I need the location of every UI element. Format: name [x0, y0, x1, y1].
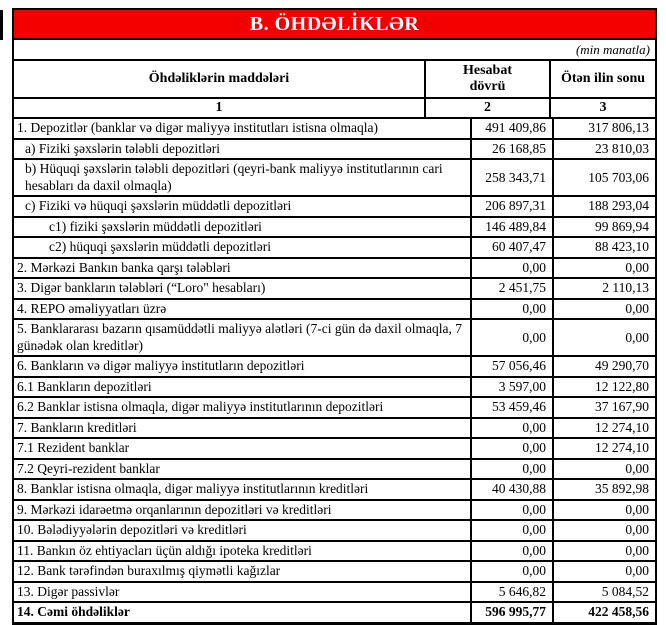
row-label: 13. Digər passivlər	[17, 583, 120, 599]
row-value-previous-year-end: 99 869,94	[552, 218, 655, 237]
table-row	[14, 540, 655, 561]
table-row	[14, 478, 655, 499]
row-value-previous-year-end: 317 806,13	[552, 119, 655, 138]
row-value-previous-year-end: 188 293,04	[552, 197, 655, 216]
row-label: c1) fiziki şəxslərin müddətli depozitləri	[49, 218, 262, 234]
column-header-current-period: Hesabat dövrü	[424, 61, 549, 97]
table-row	[14, 277, 655, 298]
column-header-items: Öhdəliklərin maddələri	[148, 71, 290, 86]
table-row	[14, 236, 655, 257]
table-row	[14, 601, 655, 622]
row-value-current-period: 0,00	[470, 300, 552, 319]
row-value-previous-year-end: 105 703,06	[552, 160, 655, 195]
row-value-current-period: 0,00	[470, 320, 552, 355]
row-value-previous-year-end: 0,00	[552, 562, 655, 581]
column-number-2: 2	[424, 99, 549, 117]
row-value-previous-year-end: 0,00	[552, 542, 655, 561]
row-label: 7.2 Qeyri-rezident banklar	[17, 460, 160, 476]
table-row	[14, 519, 655, 540]
unit-note: (min manatla)	[575, 41, 650, 57]
column-header-row	[14, 61, 655, 99]
row-value-previous-year-end: 0,00	[552, 460, 655, 479]
row-value-current-period: 0,00	[470, 542, 552, 561]
row-value-previous-year-end: 422 458,56	[552, 603, 655, 622]
row-label: 6.2 Banklar istisna olmaqla, digər maliyyə institutlarının depozitləri	[17, 399, 384, 414]
row-value-current-period: 596 995,77	[470, 603, 552, 622]
table-row	[14, 355, 655, 376]
row-value-current-period: 0,00	[470, 259, 552, 278]
row-label: 11. Bankın öz ehtiyacları üçün aldığı ipoteka kreditləri	[17, 542, 312, 558]
row-label: 10. Bələdiyyələrin depozitləri və kreditləri	[17, 522, 247, 537]
table-row	[14, 216, 655, 237]
row-value-current-period: 0,00	[470, 521, 552, 540]
row-value-current-period: 206 897,31	[470, 197, 552, 216]
table-row	[14, 298, 655, 319]
row-value-current-period: 258 343,71	[470, 160, 552, 195]
row-label: 9. Mərkəzi idarəetmə orqanlarının depozitləri və kreditləri	[17, 501, 332, 517]
row-value-previous-year-end: 49 290,70	[552, 357, 655, 376]
table-row	[14, 560, 655, 581]
section-title: B. ÖHDƏLİKLƏR	[249, 12, 420, 35]
row-value-current-period: 0,00	[470, 501, 552, 520]
row-label: 8. Banklar istisna olmaqla, digər maliyyə institutlarının kreditləri	[17, 481, 369, 496]
table-row	[14, 318, 655, 355]
row-label: c) Fiziki və hüquqi şəxslərin müddətli depozitləri	[25, 198, 292, 213]
row-value-current-period: 491 409,86	[470, 119, 552, 138]
row-value-previous-year-end: 37 167,90	[552, 398, 655, 417]
row-label: 7. Bankların kreditləri	[17, 419, 137, 435]
row-value-current-period: 0,00	[470, 562, 552, 581]
table-body	[14, 119, 655, 622]
column-number-1: 1	[215, 100, 223, 115]
row-value-current-period: 40 430,88	[470, 480, 552, 499]
row-label: 14. Cəmi öhdəliklər	[17, 604, 130, 619]
row-label: 4. REPO əməliyyatları üzrə	[17, 300, 167, 316]
section-title-bar	[14, 10, 655, 40]
table-row	[14, 437, 655, 458]
row-value-previous-year-end: 0,00	[552, 300, 655, 319]
column-header-previous-year-end: Ötən ilin sonu	[549, 61, 655, 97]
row-label: 12. Bank tərəfindən buraxılmış qiymətli kağızlar	[17, 563, 281, 578]
row-value-current-period: 53 459,46	[470, 398, 552, 417]
row-label: 1. Depozitlər (banklar və digər maliyyə institutları istisna olmaqla)	[17, 120, 379, 135]
row-value-current-period: 57 056,46	[470, 357, 552, 376]
table-row	[14, 396, 655, 417]
row-value-previous-year-end: 0,00	[552, 521, 655, 540]
table-row	[14, 376, 655, 397]
row-value-previous-year-end: 2 110,13	[552, 279, 655, 298]
row-value-previous-year-end: 12 122,80	[552, 378, 655, 397]
row-value-previous-year-end: 0,00	[552, 259, 655, 278]
row-value-current-period: 3 597,00	[470, 378, 552, 397]
table-row	[14, 417, 655, 438]
row-label: c2) hüquqi şəxslərin müddətli depozitləri	[49, 239, 271, 254]
row-label: 5. Banklararası bazarın qısamüddətli maliyyə alətləri (7-ci gün də daxil olmaqla, 7 günədək olan kreditlər)	[17, 321, 462, 353]
row-value-previous-year-end: 12 274,10	[552, 439, 655, 458]
table-row	[14, 195, 655, 216]
row-label: 7.1 Rezident banklar	[17, 440, 130, 455]
row-value-current-period: 26 168,85	[470, 140, 552, 159]
row-value-previous-year-end: 88 423,10	[552, 238, 655, 257]
row-label: b) Hüquqi şəxslərin tələbli depozitləri (qeyri-bank maliyyə institutlarının cari hesabları da daxil olmaqla)	[25, 161, 443, 193]
table-row	[14, 257, 655, 278]
row-label: 6. Bankların və digər maliyyə institutların depozitləri	[17, 358, 305, 373]
row-value-current-period: 0,00	[470, 460, 552, 479]
row-value-current-period: 2 451,75	[470, 279, 552, 298]
table-row	[14, 119, 655, 138]
row-label: 6.1 Bankların depozitləri	[17, 378, 152, 394]
scan-artifact-line	[0, 10, 3, 40]
row-label: 2. Mərkəzi Bankın banka qarşı tələbləri	[17, 259, 231, 275]
row-value-previous-year-end: 0,00	[552, 320, 655, 355]
table-row	[14, 581, 655, 602]
table-row	[14, 158, 655, 195]
table-row	[14, 458, 655, 479]
table-row	[14, 138, 655, 159]
row-label: 3. Digər bankların tələbləri (“Loro" hesabları)	[17, 280, 266, 295]
column-number-3: 3	[549, 99, 655, 117]
table-row	[14, 499, 655, 520]
row-value-current-period: 60 407,47	[470, 238, 552, 257]
column-number-row	[14, 99, 655, 119]
row-value-current-period: 5 646,82	[470, 583, 552, 602]
liabilities-report-table	[12, 8, 657, 625]
row-label: a) Fiziki şəxslərin tələbli depozitləri	[25, 140, 220, 156]
row-value-current-period: 0,00	[470, 419, 552, 438]
unit-note-row	[14, 40, 655, 61]
row-value-current-period: 146 489,84	[470, 218, 552, 237]
row-value-previous-year-end: 23 810,03	[552, 140, 655, 159]
row-value-previous-year-end: 0,00	[552, 501, 655, 520]
row-value-previous-year-end: 12 274,10	[552, 419, 655, 438]
row-value-previous-year-end: 5 084,52	[552, 583, 655, 602]
row-value-previous-year-end: 35 892,98	[552, 480, 655, 499]
row-value-current-period: 0,00	[470, 439, 552, 458]
